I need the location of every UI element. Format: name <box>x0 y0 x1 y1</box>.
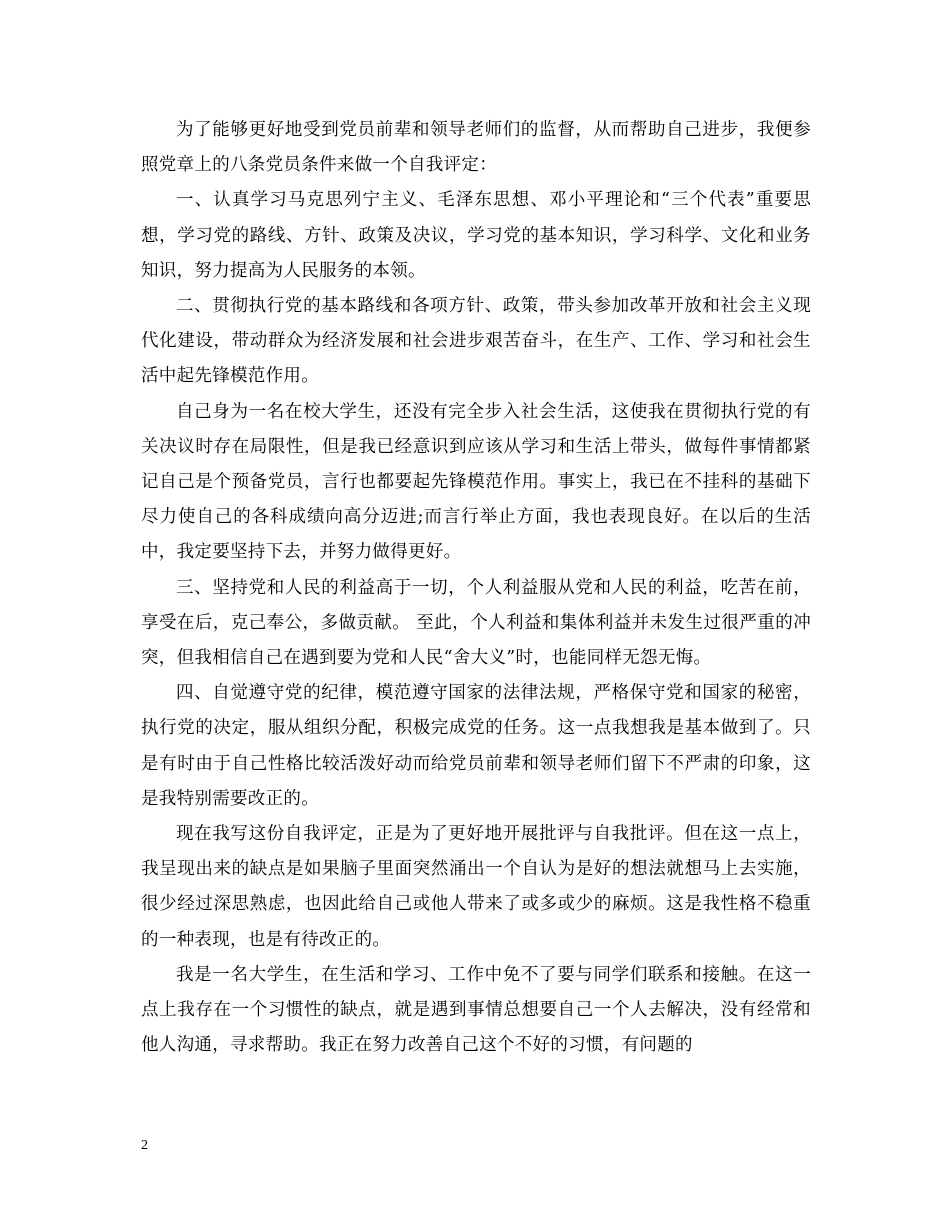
paragraph-item-1: 一、认真学习马克思列宁主义、毛泽东思想、邓小平理论和“三个代表”重要思想，学习党的路线、方针、政策及决议，学习党的基本知识，学习科学、文化和业务知识，努力提高为人民服务的本领。 <box>141 190 811 281</box>
paragraph-item-2: 二、贯彻执行党的基本路线和各项方针、政策，带头参加改革开放和社会主义现代化建设，带动群众为经济发展和社会进步艰苦奋斗，在生产、工作、学习和社会生活中起先锋模范作用。 <box>141 296 811 387</box>
paragraph-intro: 为了能够更好地受到党员前辈和领导老师们的监督，从而帮助自己进步，我便参照党章上的八条党员条件来做一个自我评定： <box>141 120 811 176</box>
document-body <box>141 113 811 1063</box>
paragraph-self-criticism: 现在我写这份自我评定，正是为了更好地开展批评与自我批评。但在这一点上，我呈现出来的缺点是如果脑子里面突然涌出一个自认为是好的想法就想马上去实施，很少经过深思熟虑，也因此给自己或他人带来了或多或少的麻烦。这是我性格不稳重的一种表现，也是有待改正的。 <box>141 824 811 950</box>
paragraph-self-reflection-1: 自己身为一名在校大学生，还没有完全步入社会生活，这使我在贯彻执行党的有关决议时存在局限性，但是我已经意识到应该从学习和生活上带头，做每件事情都紧记自己是个预备党员，言行也都要起先锋模范作用。事实上，我已在不挂科的基础下尽力使自己的各科成绩向高分迈进;而言行举止方面，我也表现良好。在以后的生活中，我定要坚持下去，并努力做得更好。 <box>141 401 811 563</box>
page-number: 2 <box>141 1138 148 1153</box>
paragraph-item-4: 四、自觉遵守党的纪律，模范遵守国家的法律法规，严格保守党和国家的秘密，执行党的决定，服从组织分配，积极完成党的任务。这一点我想我是基本做到了。只是有时由于自己性格比较活泼好动而给党员前辈和领导老师们留下不严肃的印象，这是我特别需要改正的。 <box>141 683 811 809</box>
paragraph-habit: 我是一名大学生，在生活和学习、工作中免不了要与同学们联系和接触。在这一点上我存在一个习惯性的缺点，就是遇到事情总想要自己一个人去解决，没有经常和他人沟通，寻求帮助。我正在努力改善自己这个不好的习惯，有问题的 <box>141 964 811 1056</box>
paragraph-item-3: 三、坚持党和人民的利益高于一切，个人利益服从党和人民的利益，吃苦在前，享受在后，克己奉公，多做贡献。 至此，个人利益和集体利益并未发生过很严重的冲突，但我相信自己在遇到要为党和人民“舍大义”时，也能同样无怨无悔。 <box>141 577 811 669</box>
